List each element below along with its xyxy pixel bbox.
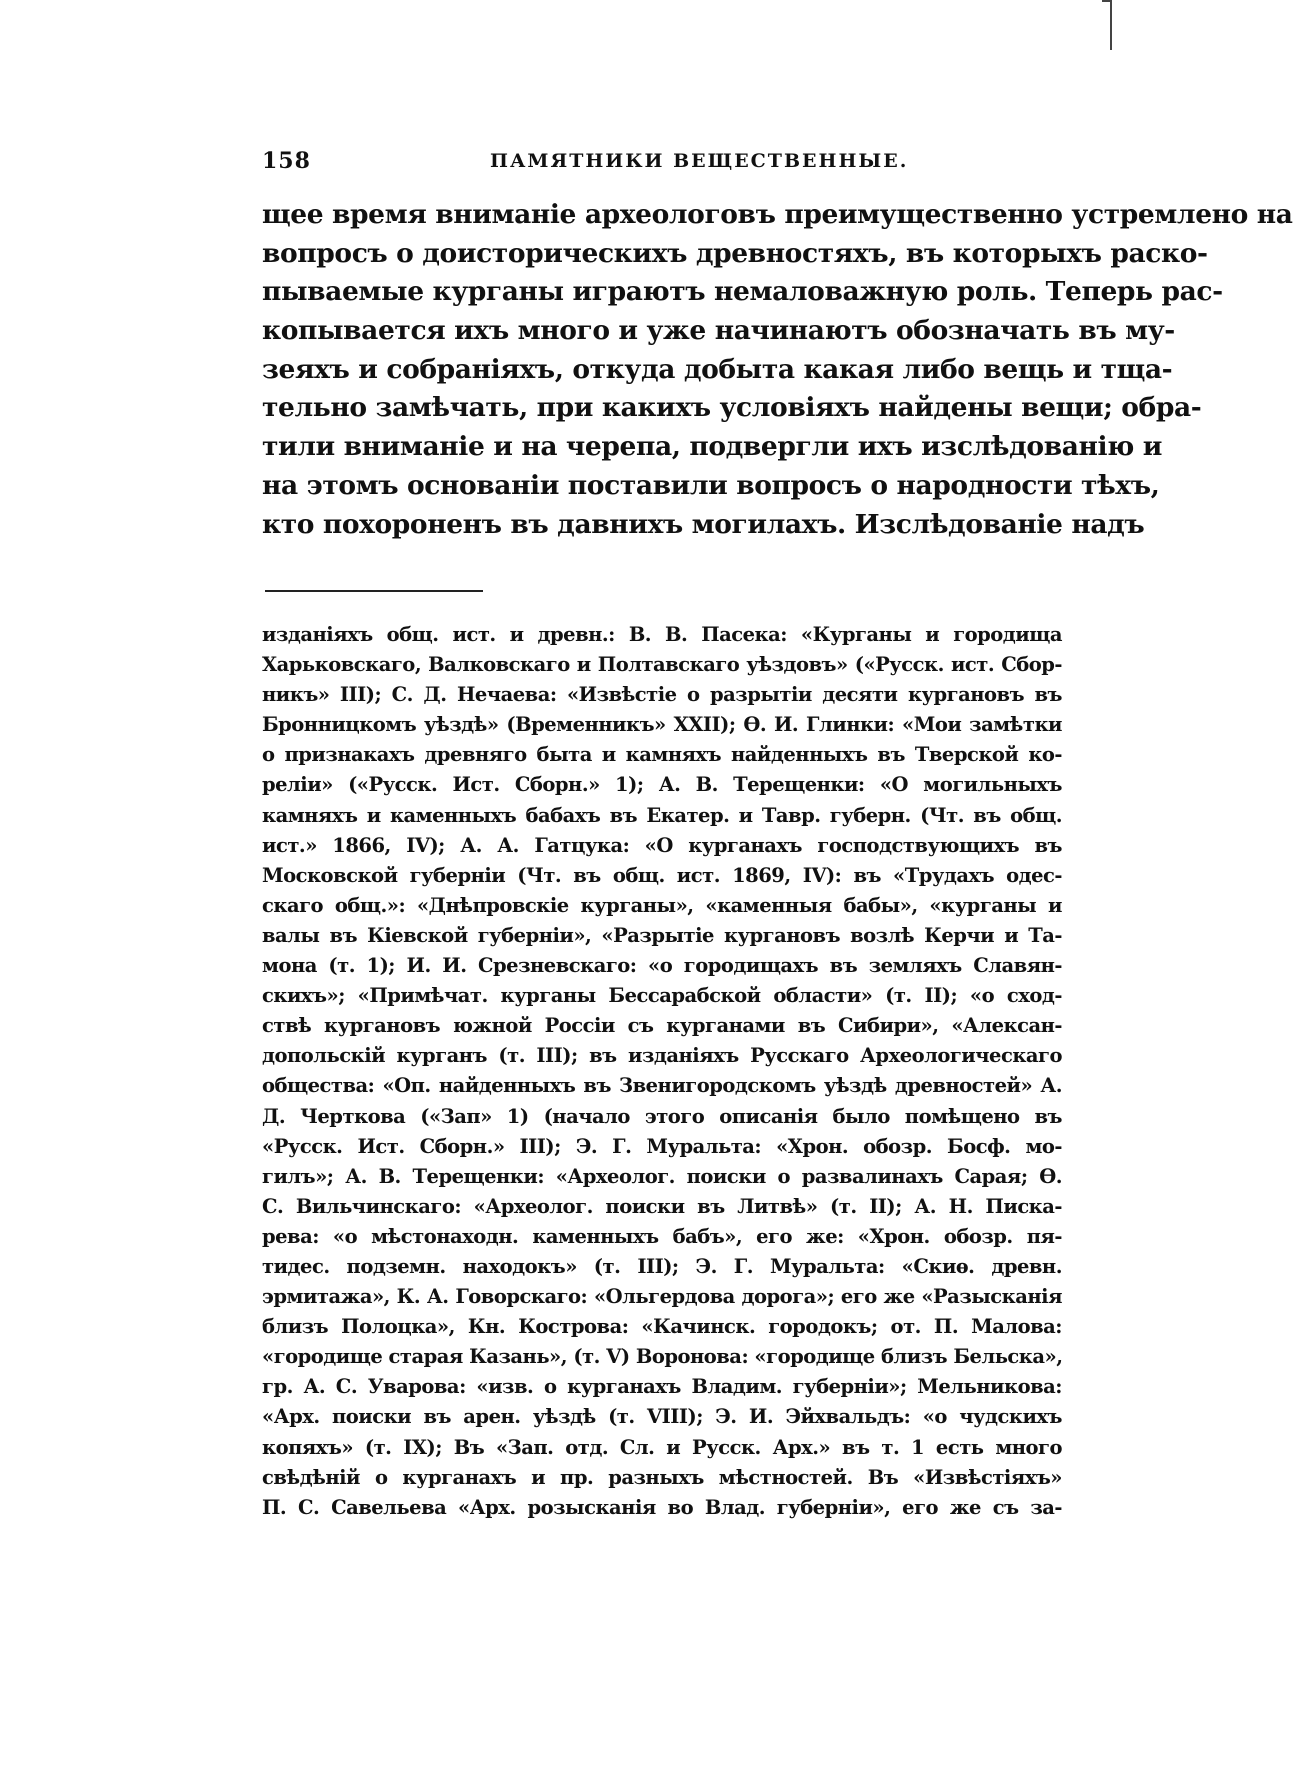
footnote-line: Д. Черткова («Зап» 1) (начало этого описанія было помѣщено въ: [262, 1104, 1062, 1128]
body-text-line: тельно замѣчать, при какихъ условіяхъ найдены вещи; обра-: [262, 392, 1202, 424]
body-text-line: зеяхъ и собраніяхъ, откуда добыта какая либо вещь и тща-: [262, 353, 1173, 385]
body-text-line: копывается ихъ много и уже начинаютъ обозначать въ му-: [262, 315, 1175, 347]
footnote-line: скихъ»; «Примѣчат. курганы Бессарабской области» (т. II); «о сход-: [262, 984, 1062, 1008]
body-text-line: щее время вниманіе археологовъ преимущественно устремлено на: [262, 199, 1293, 230]
page-header: [262, 148, 1072, 180]
footnote-line: валы въ Кіевской губерніи», «Разрытіе кургановъ возлѣ Керчи и Та-: [262, 923, 1062, 947]
footnote-line: Бронницкомъ уѣздѣ» (Временникъ» XXII); Ѳ. И. Глинки: «Мои замѣтки: [262, 713, 1062, 737]
footnote-line: «Арх. поиски въ арен. уѣздѣ (т. VIII); Э. И. Эйхвальдъ: «о чудскихъ: [262, 1405, 1062, 1429]
footnote-line: о признакахъ древняго быта и камняхъ найденныхъ въ Тверской ко-: [262, 743, 1062, 767]
page-edge-tick: [1102, 0, 1112, 2]
footnote-line: «Русск. Ист. Сборн.» III); Э. Г. Муральта: «Хрон. обозр. Босф. мо-: [262, 1134, 1062, 1158]
footnote-line: общества: «Оп. найденныхъ въ Звенигородскомъ уѣздѣ древностей» А.: [262, 1074, 1062, 1098]
footnote-line: свѣдѣній о курганахъ и пр. разныхъ мѣстностей. Въ «Извѣстіяхъ»: [262, 1465, 1062, 1489]
body-text-line: на этомъ основаніи поставили вопросъ о народности тѣхъ,: [262, 469, 1160, 501]
footnote-line: мона (т. 1); И. И. Срезневскаго: «о городищахъ въ земляхъ Славян-: [262, 954, 1062, 978]
footnote-line: «городище старая Казань», (т. V) Воронова: «городище близъ Бельска»,: [262, 1345, 1063, 1369]
footnote-line: рева: «о мѣстонаходн. каменныхъ бабъ», его же: «Хрон. обозр. пя-: [262, 1224, 1062, 1248]
footnote-line: скаго общ.»: «Днѣпровскіе курганы», «каменныя бабы», «курганы и: [262, 893, 1062, 917]
footnote-line: гилъ»; А. В. Терещенки: «Археолог. поиски о развалинахъ Сарая; Ѳ.: [262, 1164, 1062, 1188]
footnote-line: Харьковскаго, Валковскаго и Полтавскаго уѣздовъ» («Русск. ист. Сбор-: [262, 653, 1062, 677]
footnote-line: тидес. подземн. находокъ» (т. III); Э. Г. Муральта: «Скиѳ. древн.: [262, 1254, 1062, 1278]
footnote-line: ствѣ кургановъ южной Россіи съ курганами въ Сибири», «Алексан-: [262, 1014, 1062, 1038]
footnote-line: ист.» 1866, IV); А. А. Гатцука: «О курганахъ господствующихъ въ: [262, 833, 1062, 857]
footnote-line: близъ Полоцка», Кн. Кострова: «Качинск. городокъ; от. П. Малова:: [262, 1315, 1062, 1339]
main-text: [262, 196, 1293, 544]
footnote-line: эрмитажа», К. А. Говорскаго: «Ольгердова дорога»; его же «Разысканія: [262, 1285, 1062, 1309]
footnote-line: гр. А. С. Уварова: «изв. о курганахъ Владим. губерніи»; Мельникова:: [262, 1375, 1062, 1399]
page-edge-mark: [1110, 0, 1112, 50]
footnote-line: изданіяхъ общ. ист. и древн.: В. В. Пасека: «Курганы и городища: [262, 623, 1062, 646]
footnote-line: реліи» («Русск. Ист. Сборн.» 1); А. В. Терещенки: «О могильныхъ: [262, 773, 1062, 797]
footnote-line: допольскій курганъ (т. III); въ изданіяхъ Русскаго Археологическаго: [262, 1044, 1062, 1068]
footnote-line: никъ» III); С. Д. Нечаева: «Извѣстіе о разрытіи десяти кургановъ въ: [262, 683, 1062, 707]
body-text-line: пываемые курганы играютъ немаловажную роль. Теперь рас-: [262, 276, 1223, 308]
footnote-line: Московской губерніи (Чт. въ общ. ист. 1869, IV): въ «Трудахъ одес-: [262, 863, 1062, 887]
body-text-line: тили вниманіе и на черепа, подвергли ихъ изслѣдованію и: [262, 431, 1162, 463]
body-text-line: кто похороненъ въ давнихъ могилахъ. Изслѣдованіе надъ: [262, 508, 1145, 540]
page-number: 158: [262, 148, 311, 174]
footnotes: [262, 620, 1062, 1523]
footnote-line: П. С. Савельева «Арх. розысканія во Влад. губерніи», его же съ за-: [262, 1495, 1062, 1519]
footnote-separator: [265, 590, 483, 592]
footnote-line: копяхъ» (т. IX); Въ «Зап. отд. Сл. и Русск. Арх.» въ т. 1 есть много: [262, 1435, 1062, 1459]
running-title: ПАМЯТНИКИ ВЕЩЕСТВЕННЫЕ.: [490, 150, 909, 172]
footnote-line: С. Вильчинскаго: «Археолог. поиски въ Литвѣ» (т. II); А. Н. Писка-: [262, 1194, 1062, 1218]
body-text-line: вопросъ о доисторическихъ древностяхъ, въ которыхъ раско-: [262, 237, 1208, 269]
footnote-line: камняхъ и каменныхъ бабахъ въ Екатер. и Тавр. губерн. (Чт. въ общ.: [262, 803, 1062, 827]
